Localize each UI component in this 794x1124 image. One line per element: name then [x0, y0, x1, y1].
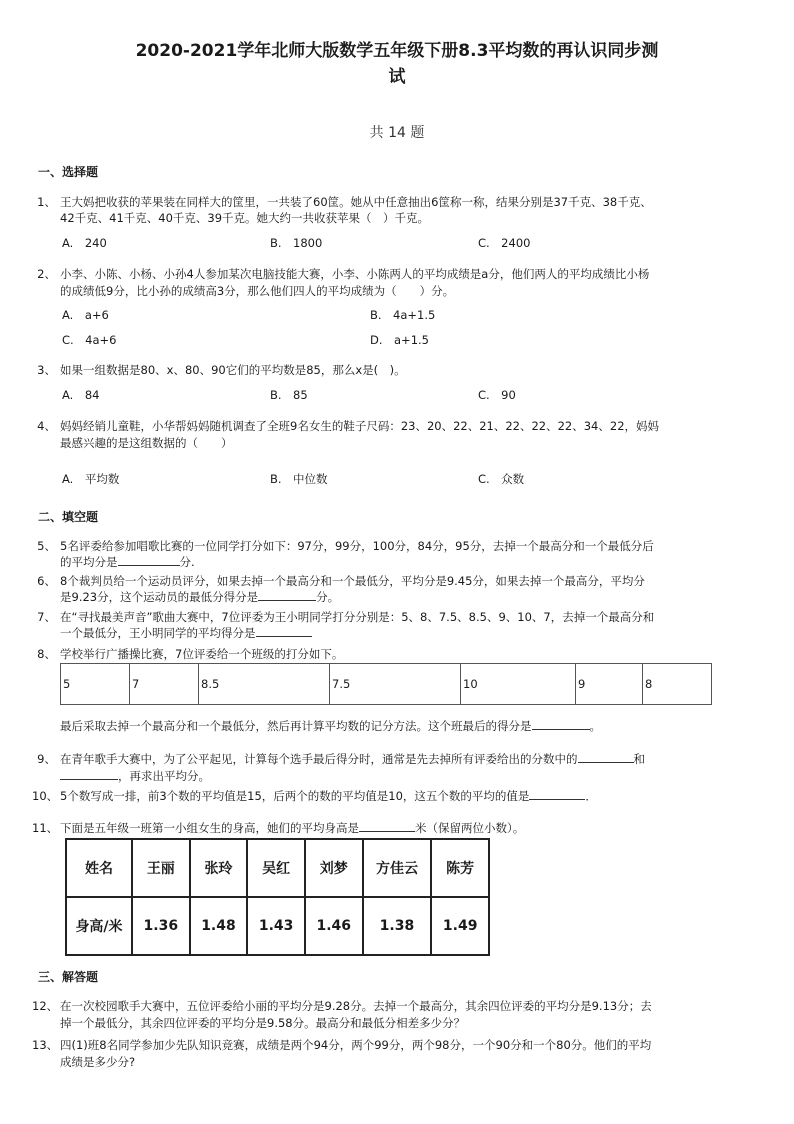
- table-cell: 5: [61, 664, 130, 705]
- question-12-line2: 掉一个最低分，其余四位评委的平均分是9.58分。最高分和最低分相差多少分？: [60, 1016, 466, 1030]
- question-3: [32, 361, 406, 380]
- answer-blank[interactable]: [256, 624, 312, 637]
- table-row: [61, 664, 712, 705]
- question-5-line2: [60, 553, 195, 572]
- question-text: 最后采取去掉一个最高分和一个最低分，然后再计算平均数的记分方法。这个班最后的得分是: [60, 719, 532, 733]
- question-number: 3、: [37, 363, 56, 377]
- page-title-line2: 试: [388, 67, 406, 87]
- option-c[interactable]: C. 众数: [478, 472, 525, 486]
- question-2-line2: 的成绩低9分，比小孙的成绩高3分，那么他们四人的平均成绩为（ ）分。: [60, 284, 455, 298]
- question-4-line2: 最感兴趣的是这组数据的（ ）: [60, 436, 233, 450]
- question-10: [32, 787, 597, 806]
- question-text: 妈妈经销儿童鞋，小华帮妈妈随机调查了全班9名女生的鞋子尺码：23、20、22、21、22、22、22、34、22，妈妈: [60, 419, 660, 433]
- question-text: 是9.23分，这个运动员的最低分得分是: [60, 590, 259, 604]
- option-b[interactable]: B. 85: [270, 388, 308, 402]
- table-header: 刘梦: [305, 839, 363, 897]
- option-a[interactable]: A. 240: [62, 236, 107, 250]
- question-number: 13、: [32, 1038, 59, 1052]
- option-b[interactable]: B. 中位数: [270, 472, 328, 486]
- question-number: 11、: [32, 821, 59, 835]
- table-cell: 9: [576, 664, 643, 705]
- answer-blank[interactable]: [532, 717, 590, 730]
- table-header: 姓名: [66, 839, 132, 897]
- question-text: 分.: [179, 555, 195, 569]
- section-multiple-choice: 一、选择题: [38, 165, 99, 179]
- score-table: [60, 663, 712, 705]
- table-header: 吴红: [247, 839, 305, 897]
- table-cell: 1.49: [431, 897, 489, 955]
- question-text: 和: [633, 752, 645, 766]
- question-text: 王大妈把收获的苹果装在同样大的筐里，一共装了60筐。她从中任意抽出6筐称一称，结果分别是37千克、38千克、: [60, 195, 652, 209]
- table-cell: 7: [130, 664, 199, 705]
- table-cell: 8: [643, 664, 712, 705]
- question-count: 共 14 题: [369, 125, 425, 141]
- answer-blank[interactable]: [60, 767, 118, 780]
- question-text: 分。: [316, 590, 340, 604]
- height-table: [65, 838, 490, 956]
- table-cell: 1.36: [132, 897, 190, 955]
- section-solutions: 三、解答题: [38, 970, 99, 984]
- option-a[interactable]: A. 平均数: [62, 472, 120, 486]
- question-number: 7、: [37, 610, 56, 624]
- table-cell: 1.48: [190, 897, 248, 955]
- question-text: 在“寻找最美声音”歌曲大赛中，7位评委为王小明同学打分分别是：5、8、7.5、8.5、9、10、7，去掉一个最高分和: [60, 610, 655, 624]
- question-number: 1、: [37, 195, 56, 209]
- question-text: ，再求出平均分。: [118, 769, 210, 783]
- question-text: 在青年歌手大赛中，为了公平起见，计算每个选手最后得分时，通常是先去掉所有评委给出的分数中的: [60, 752, 578, 766]
- question-13-line2: 成绩是多少分?: [60, 1055, 136, 1069]
- table-cell: 1.43: [247, 897, 305, 955]
- table-cell: 8.5: [199, 664, 330, 705]
- table-header: 张玲: [190, 839, 248, 897]
- table-cell: 7.5: [330, 664, 461, 705]
- table-header: 陈芳: [431, 839, 489, 897]
- question-text: 小李、小陈、小杨、小孙4人参加某次电脑技能大赛，小李、小陈两人的平均成绩是a分，他们两人的平均成绩比小杨: [60, 267, 650, 281]
- table-cell: 1.46: [305, 897, 363, 955]
- option-d[interactable]: D. a+1.5: [370, 333, 429, 347]
- answer-blank[interactable]: [578, 750, 634, 763]
- question-number: 9、: [37, 752, 56, 766]
- question-text: 如果一组数据是80、x、80、90它们的平均数是85，那么x是( )。: [60, 363, 406, 377]
- option-c[interactable]: C. 90: [478, 388, 516, 402]
- table-row: [66, 897, 489, 955]
- table-header: 王丽: [132, 839, 190, 897]
- question-text: 四(1)班8名同学参加少先队知识竞赛，成绩是两个94分，两个99分，两个98分，一个90分和一个80分。他们的平均: [60, 1038, 652, 1052]
- answer-blank[interactable]: [258, 588, 316, 601]
- question-11: [32, 819, 524, 838]
- question-text: 一个最低分，王小明同学的平均得分是: [60, 626, 256, 640]
- option-c[interactable]: C. 4a+6: [62, 333, 117, 347]
- table-cell: 10: [461, 664, 576, 705]
- answer-blank[interactable]: [359, 819, 415, 832]
- question-number: 10、: [32, 789, 59, 803]
- question-text: 5个数写成一排，前3个数的平均值是15，后两个的数的平均值是10，这五个数的平均的值是: [60, 789, 530, 803]
- answer-blank[interactable]: [118, 553, 180, 566]
- question-number: 8、: [37, 647, 56, 661]
- option-a[interactable]: A. a+6: [62, 308, 109, 322]
- table-header: 方佳云: [363, 839, 432, 897]
- question-text: ．: [585, 789, 597, 803]
- question-text: 米（保留两位小数）。: [415, 821, 525, 835]
- option-c[interactable]: C. 2400: [478, 236, 531, 250]
- table-header: 身高/米: [66, 897, 132, 955]
- question-1-line2: 42千克、41千克、40千克、39千克。她大约一共收获苹果（ ）千克。: [60, 211, 430, 225]
- section-fill-in: 二、填空题: [38, 510, 99, 524]
- question-7-line2: [60, 624, 312, 643]
- answer-blank[interactable]: [529, 787, 585, 800]
- question-number: 4、: [37, 419, 56, 433]
- table-cell: 1.38: [363, 897, 432, 955]
- question-number: 5、: [37, 539, 56, 553]
- question-text: 学校举行广播操比赛，7位评委给一个班级的打分如下。: [60, 647, 344, 661]
- question-6-line2: [60, 588, 339, 607]
- question-number: 6、: [37, 574, 56, 588]
- table-row: [66, 839, 489, 897]
- question-text: 的平均分是: [60, 555, 118, 569]
- option-b[interactable]: B. 4a+1.5: [370, 308, 436, 322]
- question-number: 2、: [37, 267, 56, 281]
- page-title-line1: 2020-2021学年北师大版数学五年级下册8.3平均数的再认识同步测: [135, 41, 659, 61]
- question-9-line2: [60, 767, 210, 786]
- option-b[interactable]: B. 1800: [270, 236, 323, 250]
- question-text: 。: [589, 719, 601, 733]
- question-text: 8个裁判员给一个运动员评分，如果去掉一个最高分和一个最低分，平均分是9.45分，如果去掉一个最高分，平均分: [60, 574, 645, 588]
- question-8: [32, 645, 343, 664]
- question-text: 5名评委给参加唱歌比赛的一位同学打分如下：97分，99分，100分，84分，95分，去掉一个最高分和一个最低分后: [60, 539, 654, 553]
- question-text: 下面是五年级一班第一小组女生的身高，她们的平均身高是: [60, 821, 359, 835]
- question-number: 12、: [32, 999, 59, 1013]
- question-text: 在一次校园歌手大赛中，五位评委给小丽的平均分是9.28分。去掉一个最高分，其余四位评委的平均分是9.13分；去: [60, 999, 652, 1013]
- question-8-after: [60, 717, 601, 736]
- option-a[interactable]: A. 84: [62, 388, 100, 402]
